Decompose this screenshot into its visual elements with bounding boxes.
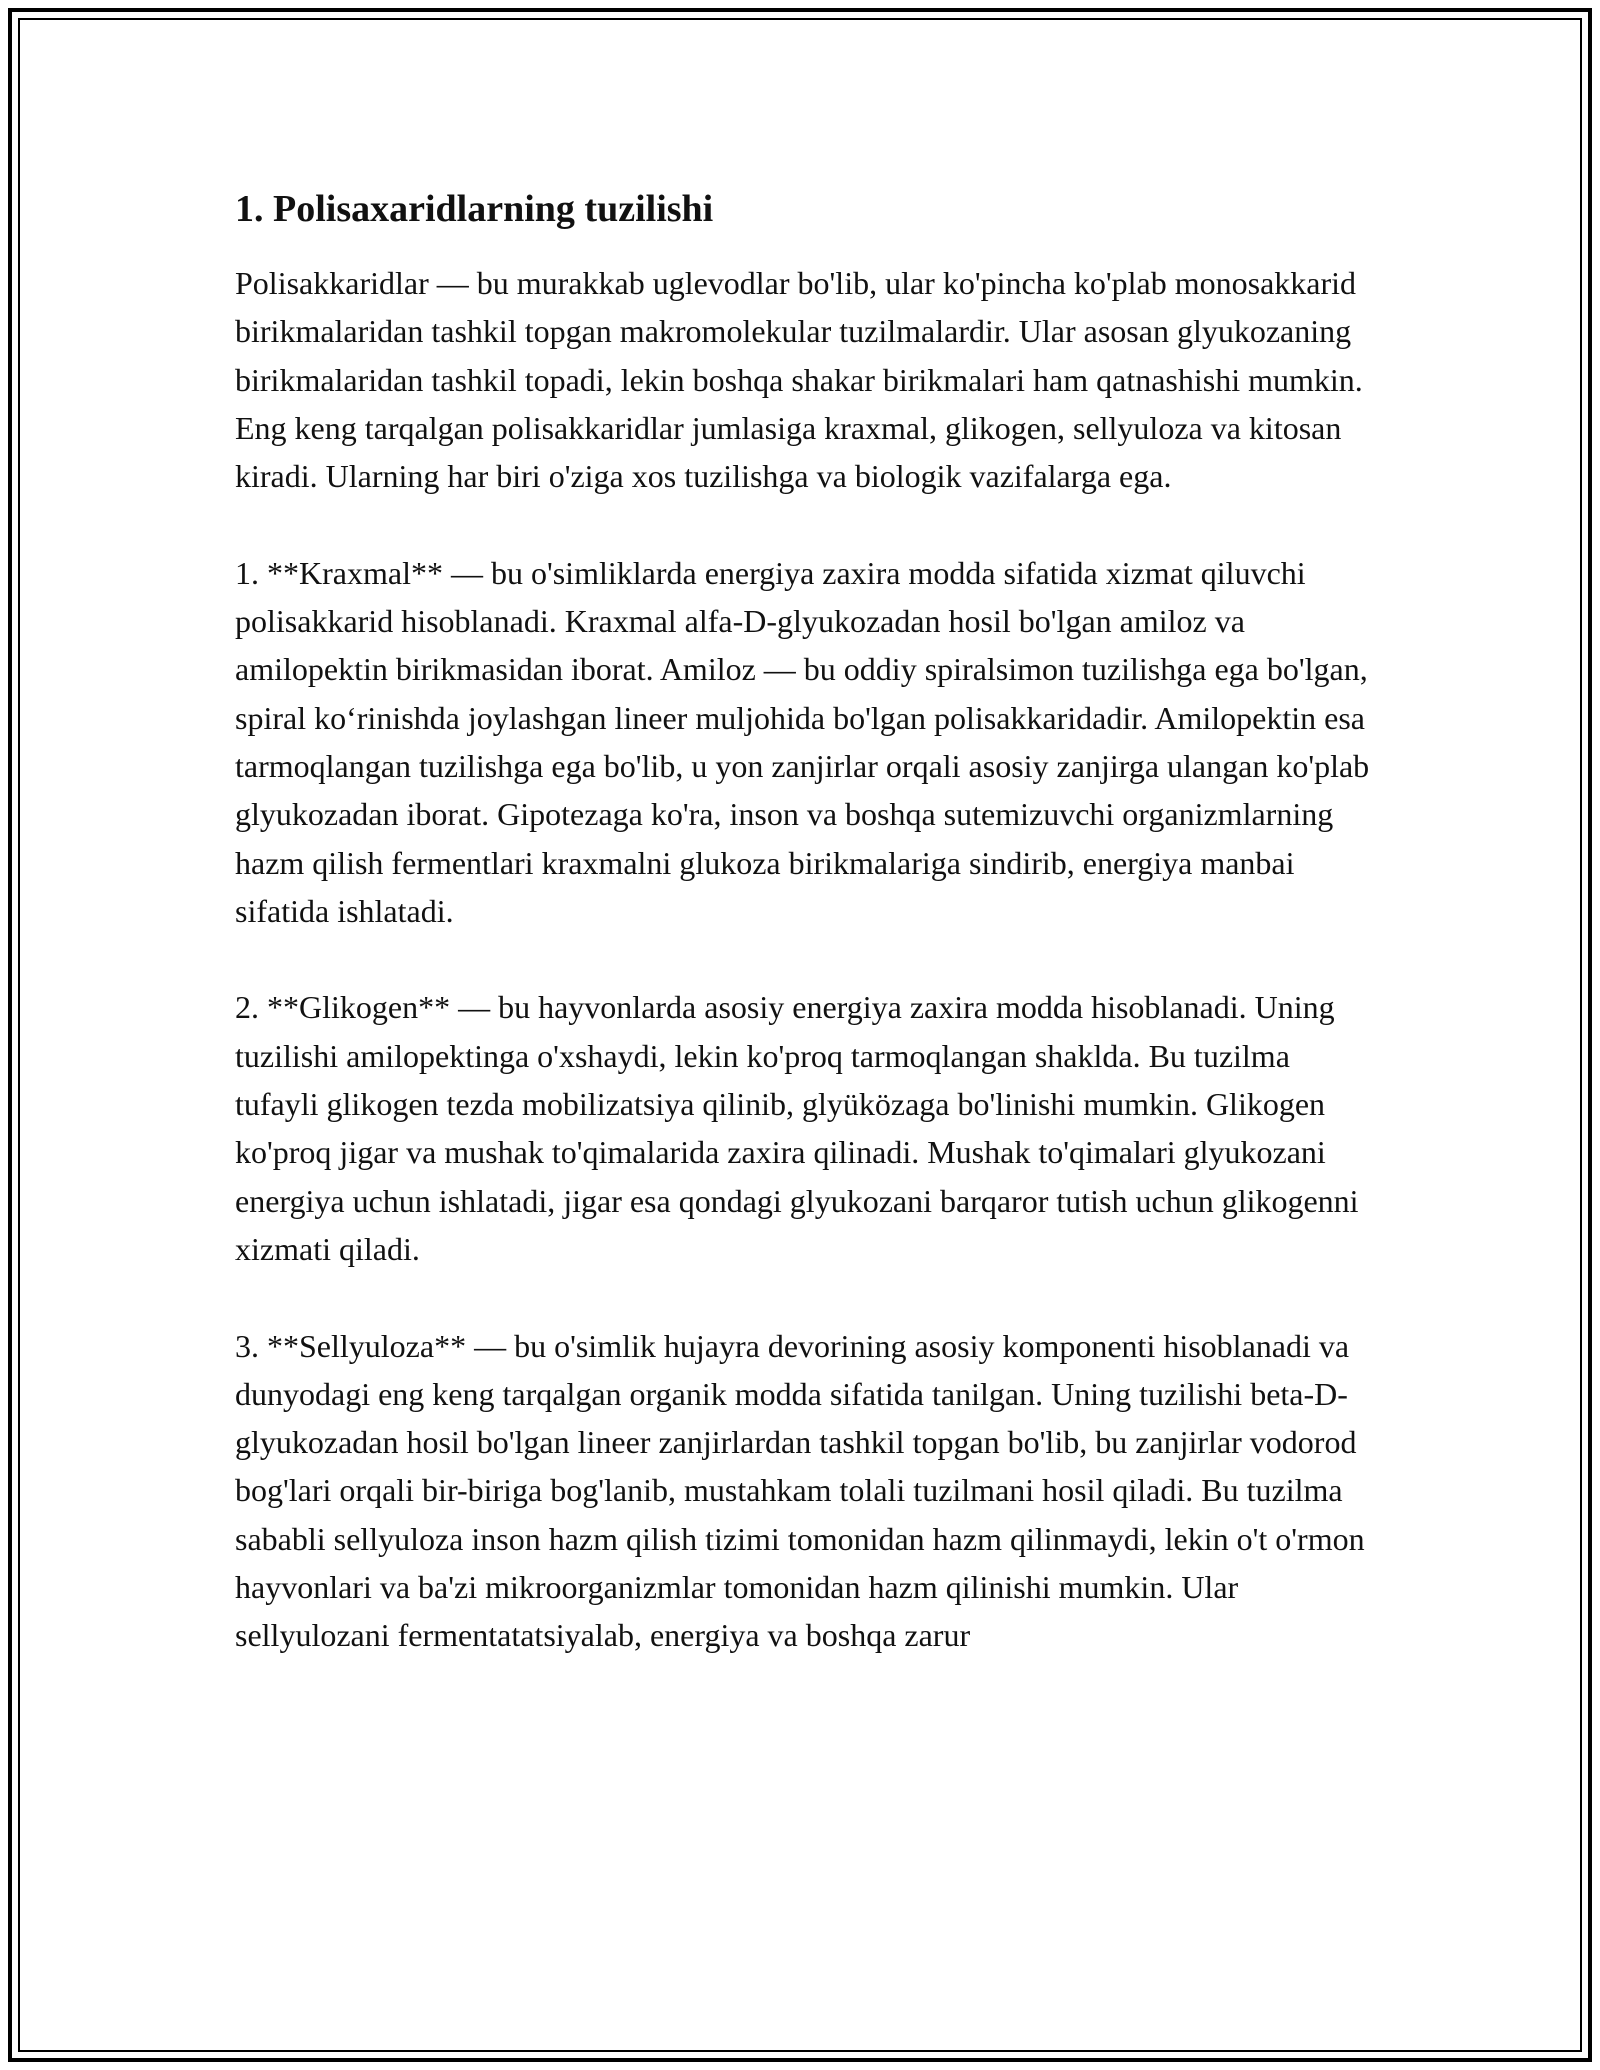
document-body [235,185,1375,1708]
section-heading: 1. Polisaxaridlarning tuzilishi [235,188,714,230]
glikogen-paragraph: 2. **Glikogen** — bu hayvonlarda asosiy energiya zaxira modda hisoblanadi. Uning tuzilishi amilopektinga o'xshaydi, lekin ko'proq tarmoqlangan shaklda. Bu tuzilma tufayli glikogen tezda mobilizatsiya qilinib, glyüközaga bo'linishi mumkin. Glikogen ko'proq jigar va mushak to'qimalarida zaxira qilinadi. Mushak to'qimalari glyukozani energiya uchun ishlatadi, jigar esa qondagi glyukozani barqaror tutish uchun glikogenni xizmati qiladi. [235,989,1359,1267]
intro-paragraph: Polisakkaridlar — bu murakkab uglevodlar bo'lib, ular ko'pincha ko'plab monosakkarid birikmalaridan tashkil topgan makromolekular tuzilmalardir. Ular asosan glyukozaning birikmalaridan tashkil topadi, lekin boshqa shakar birikmalari ham qatnashishi mumkin. Eng keng tarqalgan polisakkaridlar jumlasiga kraxmal, glikogen, sellyuloza va kitosan kiradi. Ularning har biri o'ziga xos tuzilishga va biologik vazifalarga ega. [235,265,1363,495]
sellyuloza-paragraph: 3. **Sellyuloza** — bu o'simlik hujayra devorining asosiy komponenti hisoblanadi va dunyodagi eng keng tarqalgan organik modda sifatida tanilgan. Uning tuzilishi beta-D-glyukozadan hosil bo'lgan lineer zanjirlardan tashkil topgan bo'lib, bu zanjirlar vodorod bog'lari orqali bir-biriga bog'lanib, mustahkam tolali tuzilmani hosil qiladi. Bu tuzilma sababli sellyuloza inson hazm qilish tizimi tomonidan hazm qilinmaydi, lekin o't o'rmon hayvonlari va ba'zi mikroorganizmlar tomonidan hazm qilinishi mumkin. Ular sellyulozani fermentatatsiyalab, energiya va boshqa zarur [235,1327,1365,1654]
kraxmal-paragraph: 1. **Kraxmal** — bu o'simliklarda energiya zaxira modda sifatida xizmat qiluvchi polisakkarid hisoblanadi. Kraxmal alfa-D-glyukozadan hosil bo'lgan amiloz va amilopektin birikmasidan iborat. Amiloz — bu oddiy spiralsimon tuzilishga ega bo'lgan, spiral ko‘rinishda joylashgan lineer muljohida bo'lgan polisakkaridadir. Amilopektin esa tarmoqlangan tuzilishga ega bo'lib, u yon zanjirlar orqali asosiy zanjirga ulangan ko'plab glyukozadan iborat. Gipotezaga ko'ra, inson va boshqa sutemizuvchi organizmlarning hazm qilish fermentlari kraxmalni glukoza birikmalariga sindirib, energiya manbai sifatida ishlatadi. [235,554,1370,929]
